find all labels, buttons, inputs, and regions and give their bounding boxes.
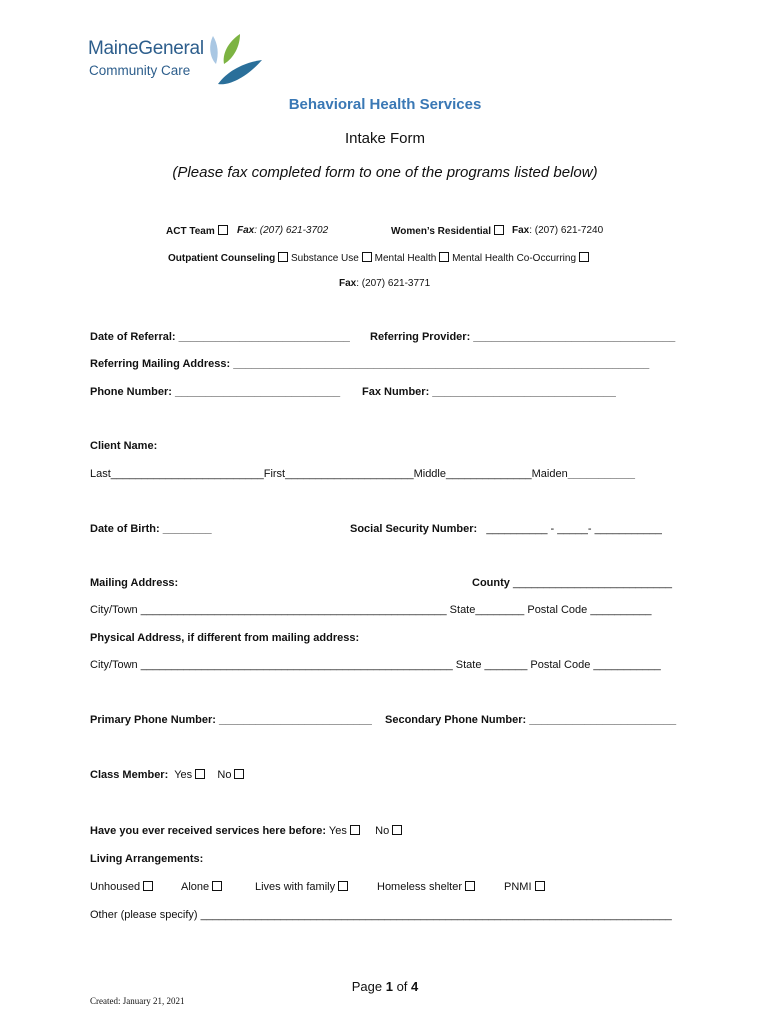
other-specify-field[interactable]: Other (please specify) _____________________________________________________________________________ [90, 909, 672, 921]
lives-with-family-label: Lives with family [255, 881, 336, 893]
co-occurring-label: Mental Health Co-Occurring [452, 253, 577, 264]
logo-line2: Community Care [89, 63, 191, 78]
created-date: Created: January 21, 2021 [90, 996, 185, 1006]
ssn-blanks[interactable]: __________ - _____- ___________ [486, 523, 662, 535]
substance-use-label: Substance Use [291, 253, 359, 264]
womens-residential-checkbox[interactable] [494, 225, 504, 235]
county-blank[interactable]: __________________________ [512, 577, 673, 589]
class-member-no-checkbox[interactable] [234, 769, 244, 779]
page-total: 4 [411, 979, 419, 994]
physical-address-label: Physical Address, if different from mailing address: [90, 632, 360, 644]
pnmi-checkbox[interactable] [535, 881, 545, 891]
homeless-shelter-checkbox[interactable] [465, 881, 475, 891]
alone-checkbox[interactable] [212, 881, 222, 891]
mental-health-checkbox[interactable] [439, 252, 449, 262]
alone-option[interactable] [181, 881, 222, 893]
lives-with-family-checkbox[interactable] [338, 881, 348, 891]
page-number [0, 979, 770, 994]
class-member-label: Class Member: [90, 769, 169, 781]
lives-with-family-option[interactable] [255, 881, 348, 893]
date-of-referral-field[interactable]: Date of Referral: ____________________________ [90, 331, 350, 343]
unhoused-checkbox[interactable] [143, 881, 153, 891]
services-yes-checkbox[interactable] [350, 825, 360, 835]
act-team-checkbox[interactable] [218, 225, 228, 235]
services-no-checkbox[interactable] [392, 825, 402, 835]
womens-fax [512, 225, 603, 236]
unhoused-label: Unhoused [90, 881, 141, 893]
act-fax-number: : (207) 621-3702 [254, 225, 329, 236]
mental-health-label: Mental Health [374, 253, 437, 264]
county-label: County [472, 577, 513, 589]
physical-city-state-zip[interactable]: City/Town ___________________________________________________ State _______ Postal Code ___________ [90, 659, 661, 671]
county-field[interactable] [472, 577, 672, 589]
act-team-option[interactable] [166, 225, 228, 237]
pnmi-label: PNMI [504, 881, 532, 893]
alone-label: Alone [181, 881, 210, 893]
page-of: of [392, 979, 412, 994]
womens-residential-label: Women’s Residential [391, 226, 492, 237]
phone-number-field[interactable]: Phone Number: ___________________________ [90, 386, 341, 398]
class-member-yes-checkbox[interactable] [195, 769, 205, 779]
class-member-row [90, 769, 244, 781]
outpatient-row [168, 252, 589, 264]
pnmi-option[interactable] [504, 881, 545, 893]
page-prefix: Page [351, 979, 386, 994]
services-before-row [90, 825, 402, 837]
maiden-blank[interactable]: ___________ [567, 468, 636, 480]
name-parts[interactable]: Last_________________________First_____________________Middle______________Maiden [90, 468, 568, 480]
ssn-field[interactable] [350, 523, 662, 535]
unhoused-option[interactable] [90, 881, 153, 893]
ssn-label: Social Security Number: [350, 523, 478, 535]
act-fax [237, 225, 328, 236]
form-subtitle: Intake Form [344, 130, 426, 147]
client-name-fields[interactable] [90, 468, 635, 480]
outpatient-fax-label: Fax [339, 278, 357, 289]
client-name-label: Client Name: [90, 440, 158, 452]
mailing-city-state-zip[interactable]: City/Town __________________________________________________ State________ Postal Code __________ [90, 604, 652, 616]
class-member-yes-label: Yes [174, 769, 193, 781]
secondary-phone-field[interactable]: Secondary Phone Number: ________________________ [385, 714, 677, 726]
womens-fax-number: : (207) 621-7240 [529, 225, 604, 236]
class-member-no-label: No [217, 769, 232, 781]
fax-number-field[interactable]: Fax Number: ______________________________ [362, 386, 616, 398]
services-yes-label: Yes [328, 825, 347, 837]
outpatient-fax-number: : (207) 621-3771 [356, 278, 431, 289]
leaves-icon [206, 32, 266, 88]
primary-phone-field[interactable]: Primary Phone Number: _________________________ [90, 714, 372, 726]
logo [88, 32, 268, 92]
homeless-shelter-label: Homeless shelter [377, 881, 462, 893]
womens-fax-label: Fax [512, 225, 530, 236]
page-current: 1 [385, 979, 393, 994]
logo-line1: MaineGeneral [88, 38, 204, 59]
outpatient-checkbox[interactable] [278, 252, 288, 262]
date-of-birth-field[interactable]: Date of Birth: ________ [90, 523, 212, 535]
substance-use-checkbox[interactable] [362, 252, 372, 262]
mailing-address-label: Mailing Address: [90, 577, 179, 589]
fax-instruction: (Please fax completed form to one of the programs listed below) [172, 164, 598, 181]
act-team-label: ACT Team [166, 226, 215, 237]
homeless-shelter-option[interactable] [377, 881, 475, 893]
outpatient-fax [339, 278, 430, 289]
form-title: Behavioral Health Services [288, 96, 482, 113]
womens-residential-option[interactable] [391, 225, 504, 237]
referring-mailing-address-field[interactable]: Referring Mailing Address: ____________________________________________________________________ [90, 358, 650, 370]
outpatient-label: Outpatient Counseling [168, 253, 276, 264]
services-before-label: Have you ever received services here before: [90, 825, 327, 837]
referring-provider-field[interactable]: Referring Provider: _________________________________ [370, 331, 676, 343]
services-no-label: No [375, 825, 390, 837]
act-fax-label: Fax [237, 225, 255, 236]
co-occurring-checkbox[interactable] [579, 252, 589, 262]
living-arrangements-label: Living Arrangements: [90, 853, 204, 865]
